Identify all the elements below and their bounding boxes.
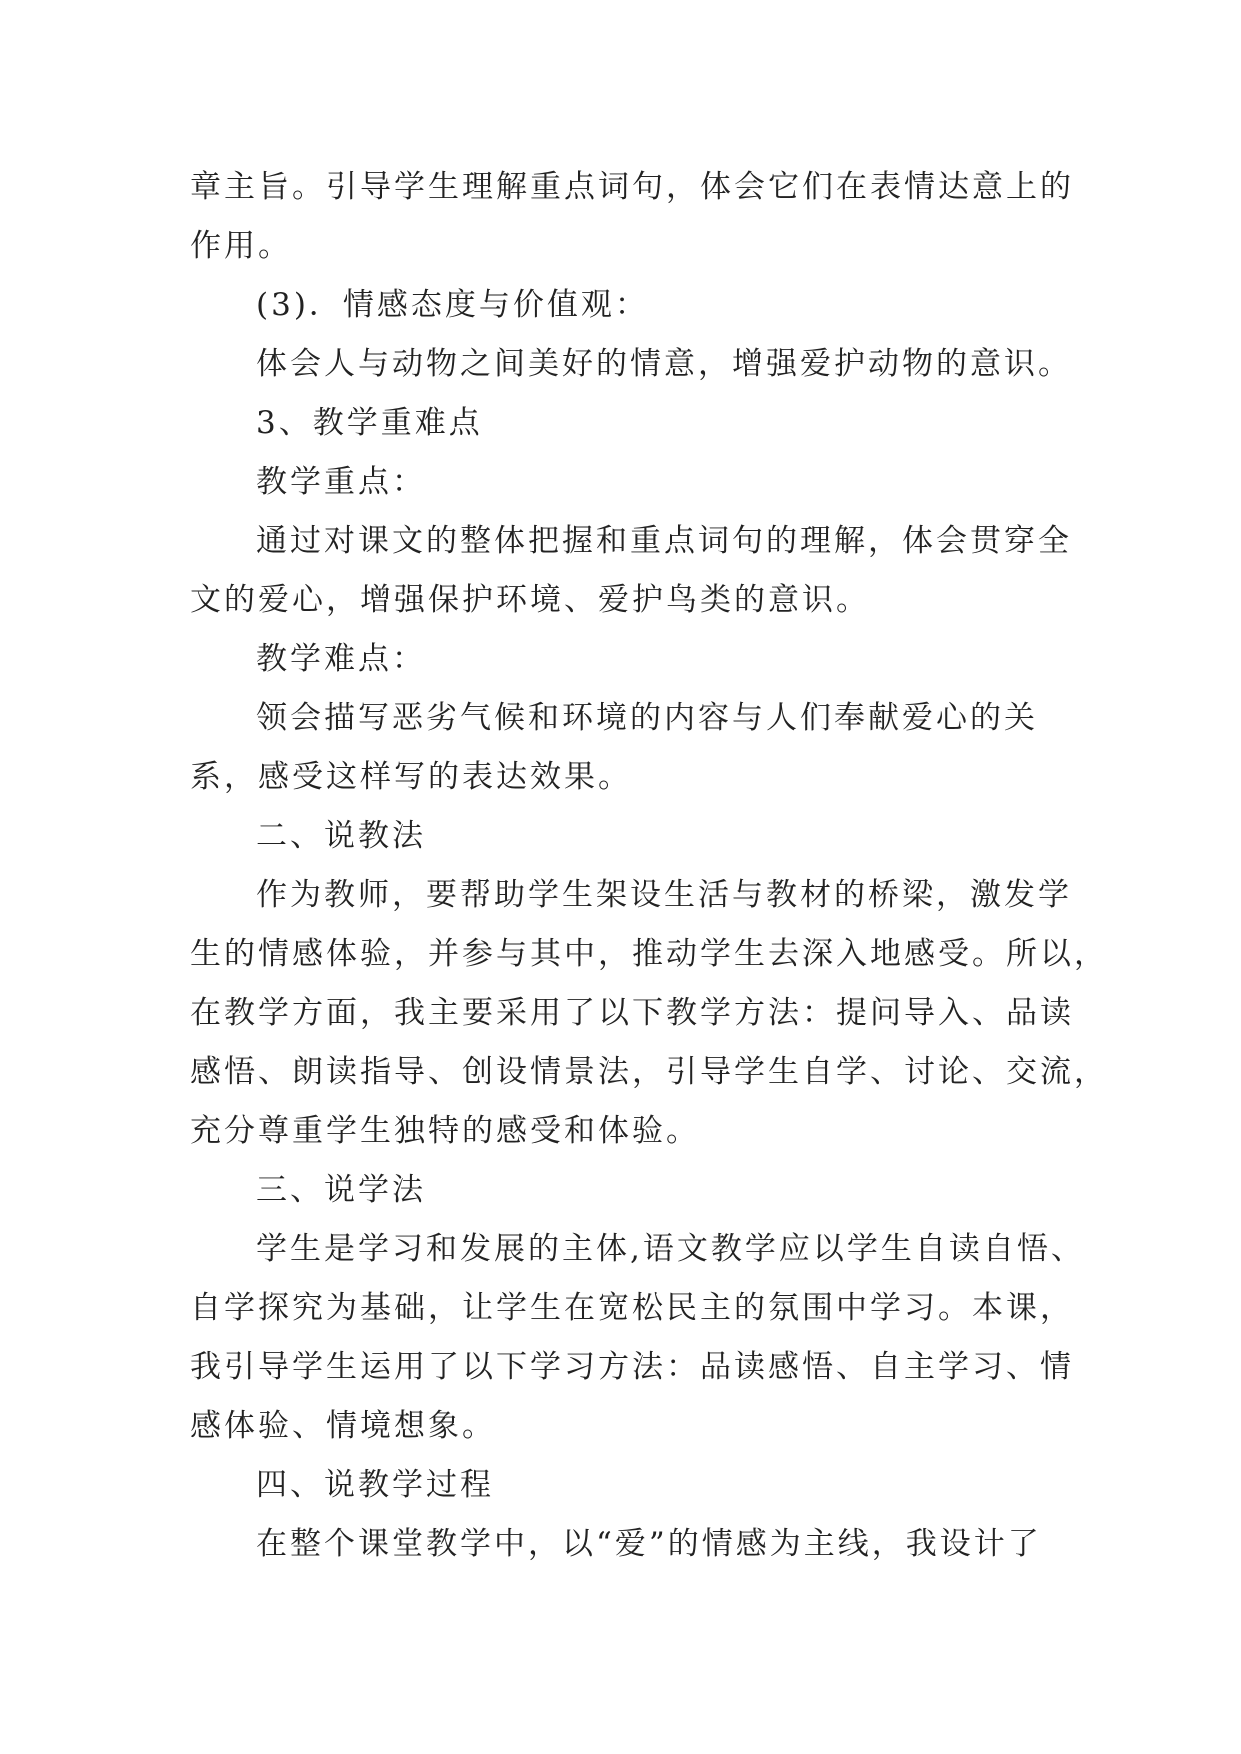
- text-line: 在教学方面，我主要采用了以下教学方法：提问导入、品读: [190, 995, 1074, 1031]
- text-line: 作用。: [190, 228, 292, 264]
- text-line: (3)．情感态度与价值观：: [256, 287, 649, 323]
- text-line: 通过对课文的整体把握和重点词句的理解，体会贯穿全: [256, 523, 1072, 559]
- text-line: 章主旨。引导学生理解重点词句，体会它们在表情达意上的: [190, 169, 1074, 205]
- section-heading: 二、说教法: [256, 818, 426, 854]
- text-line: 领会描写恶劣气候和环境的内容与人们奉献爱心的关: [256, 700, 1038, 736]
- text-line: 文的爱心，增强保护环境、爱护鸟类的意识。: [190, 582, 870, 618]
- text-line: 作为教师，要帮助学生架设生活与教材的桥梁，激发学: [256, 877, 1072, 913]
- text-line: 学生是学习和发展的主体,语文教学应以学生自读自悟、: [256, 1231, 1085, 1267]
- text-line: 感体验、情境想象。: [190, 1408, 496, 1444]
- text-line: 感悟、朗读指导、创设情景法，引导学生自学、讨论、交流，: [190, 1054, 1108, 1090]
- section-heading: 3、教学重难点: [256, 405, 483, 441]
- document-body: [190, 158, 1108, 1574]
- text-line: 我引导学生运用了以下学习方法：品读感悟、自主学习、情: [190, 1349, 1074, 1385]
- section-heading: 四、说教学过程: [256, 1467, 494, 1503]
- text-line: 充分尊重学生独特的感受和体验。: [190, 1113, 700, 1149]
- section-heading: 三、说学法: [256, 1172, 426, 1208]
- text-line: 教学重点：: [256, 464, 426, 500]
- text-line: 教学难点：: [256, 641, 426, 677]
- text-line: 在整个课堂教学中，以“爱”的情感为主线，我设计了: [256, 1526, 1042, 1562]
- text-line: 系，感受这样写的表达效果。: [190, 759, 632, 795]
- text-line: 生的情感体验，并参与其中，推动学生去深入地感受。所以，: [190, 936, 1108, 972]
- text-line: 体会人与动物之间美好的情意，增强爱护动物的意识。: [256, 346, 1072, 382]
- text-line: 自学探究为基础，让学生在宽松民主的氛围中学习。本课，: [190, 1290, 1074, 1326]
